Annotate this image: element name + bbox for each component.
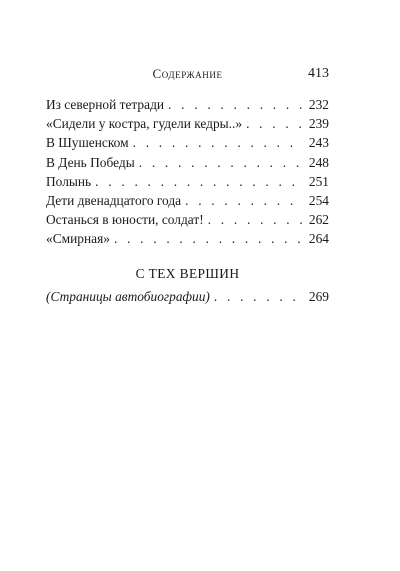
toc-entry-page: 251: [308, 173, 329, 189]
toc-entry-page: 243: [308, 135, 329, 151]
toc-entry-title: Дети двенадцатого года: [46, 192, 182, 208]
toc-entry-page: 232: [308, 97, 329, 112]
dot-leader: [214, 287, 303, 306]
dot-leader: [185, 191, 303, 210]
toc-entry[interactable]: [46, 172, 329, 191]
toc-entry-page: 262: [308, 212, 329, 228]
toc-entry-title: «Сидели у костра, гудели кедры..»: [46, 116, 243, 132]
toc-entry-page: 248: [308, 154, 329, 170]
toc-entry[interactable]: [46, 153, 329, 172]
toc-entry-title: «Смирная»: [46, 231, 110, 247]
toc-entry-title: Полынь: [46, 173, 92, 189]
toc-entry[interactable]: [46, 114, 329, 133]
running-header: [46, 66, 329, 82]
toc-entry[interactable]: [46, 191, 329, 210]
table-of-contents: [46, 95, 329, 249]
running-header-title: Содержание: [152, 66, 223, 81]
toc-entry[interactable]: [46, 95, 329, 114]
toc-entry-page: 264: [308, 231, 329, 247]
toc-entry-title: (Страницы автобиографии): [46, 289, 210, 304]
toc-entry-title: Из северной тетради: [46, 97, 165, 112]
page-number: 413: [308, 66, 329, 81]
dot-leader: [168, 95, 303, 114]
toc-entry[interactable]: [46, 229, 329, 248]
toc-entry-page: 239: [308, 116, 329, 132]
toc-entry-page: 269: [308, 289, 329, 304]
dot-leader: [95, 172, 303, 191]
toc-entry-title: В Шушенском: [46, 135, 129, 151]
dot-leader: [114, 229, 303, 248]
toc-entry[interactable]: [46, 287, 329, 306]
toc-entry-page: 254: [308, 192, 329, 208]
dot-leader: [208, 210, 303, 229]
toc-entry-title: Останься в юности, солдат!: [46, 212, 204, 228]
toc-entry-title: В День Победы: [46, 154, 135, 170]
section-heading: С ТЕХ ВЕРШИН: [135, 266, 240, 281]
section-table-of-contents: [46, 287, 329, 306]
dot-leader: [133, 133, 303, 152]
dot-leader: [139, 153, 303, 172]
toc-entry[interactable]: [46, 133, 329, 152]
toc-entry[interactable]: [46, 210, 329, 229]
dot-leader: [246, 114, 303, 133]
